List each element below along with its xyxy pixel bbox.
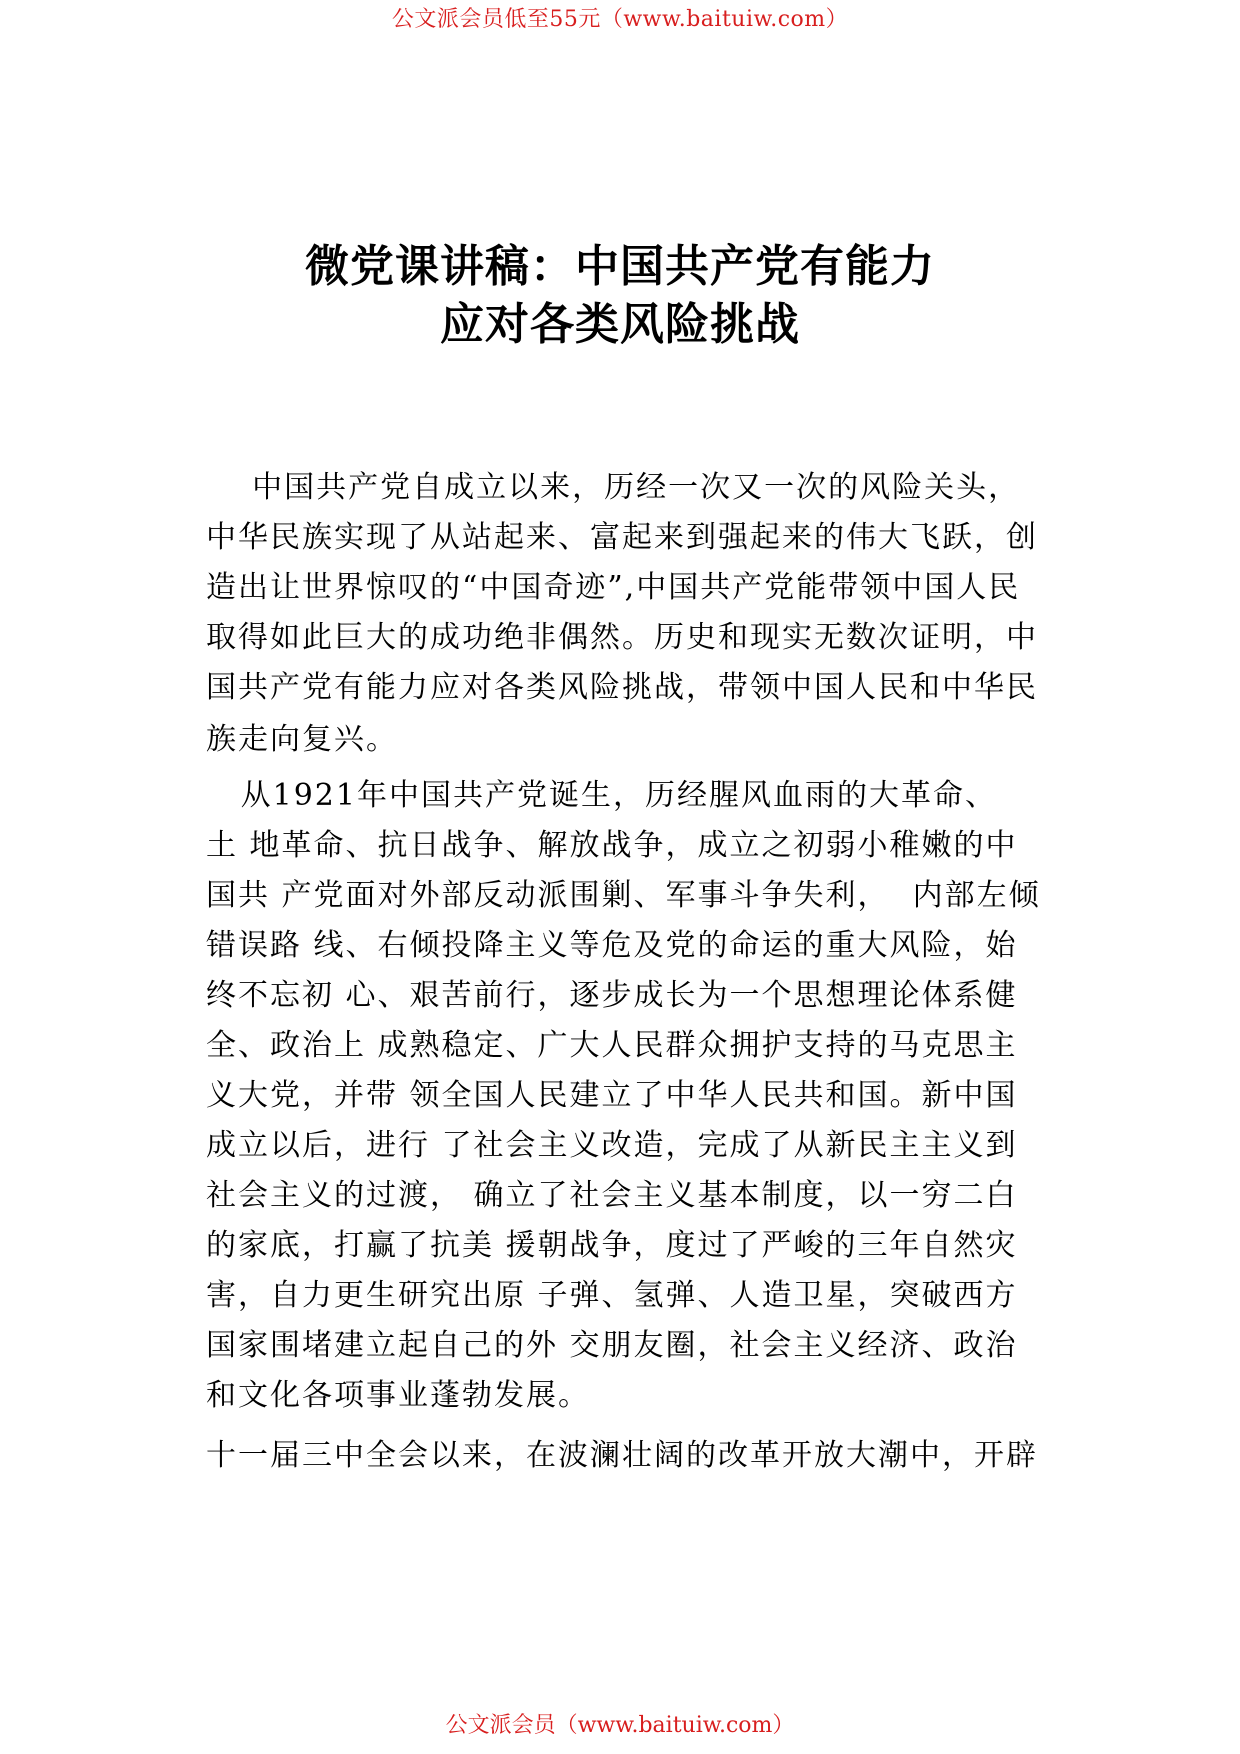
- body-line: 中华民族实现了从站起来、富起来到强起来的伟大飞跃，创: [206, 520, 1038, 555]
- body-line: 国家围堵建立起自己的外 交朋友圈，社会主义经济、政治: [206, 1328, 1018, 1363]
- body-line: 终不忘初 心、艰苦前行，逐步成长为一个思想理论体系健: [206, 978, 1018, 1013]
- body-line: 错误路 线、右倾投降主义等危及党的命运的重大风险，始: [206, 928, 1018, 963]
- body-line: 成立以后，进行 了社会主义改造，完成了从新民主主义到: [206, 1128, 1018, 1163]
- title-line-2: 应对各类风险挑战: [440, 299, 800, 350]
- body-line: 取得如此巨大的成功绝非偶然。历史和现实无数次证明，中: [206, 620, 1038, 655]
- body-line: 中国共产党自成立以来，历经一次又一次的风险关头，: [206, 470, 1021, 505]
- body-line: 害，自力更生研究出原 子弹、氢弹、人造卫星，突破西方: [206, 1278, 1018, 1313]
- body-line: 国共 产党面对外部反动派围剿、军事斗争失利， 内部左倾: [206, 878, 1041, 913]
- body-line: 义大党，并带 领全国人民建立了中华人民共和国。新中国: [206, 1078, 1018, 1113]
- body-line: 的家底，打赢了抗美 援朝战争，度过了严峻的三年自然灾: [206, 1228, 1018, 1263]
- title-line-1: 微党课讲稿：中国共产党有能力: [305, 241, 935, 292]
- header-banner: 公文派会员低至55元（www.baituiw.com）: [391, 7, 849, 32]
- body-line: 族走向复兴。: [206, 722, 398, 757]
- body-line: 从1921年中国共产党诞生，历经腥风血雨的大革命、: [206, 778, 997, 813]
- footer-banner: 公文派会员（www.baituiw.com）: [445, 1713, 795, 1738]
- body-line: 十一届三中全会以来，在波澜壮阔的改革开放大潮中，开辟: [206, 1438, 1038, 1473]
- body-line: 土 地革命、抗日战争、解放战争，成立之初弱小稚嫩的中: [206, 828, 1018, 863]
- body-line: 造出让世界惊叹的“中国奇迹”,中国共产党能带领中国人民: [206, 570, 1021, 605]
- body-line: 国共产党有能力应对各类风险挑战，带领中国人民和中华民: [206, 670, 1038, 705]
- body-line: 社会主义的过渡， 确立了社会主义基本制度，以一穷二白: [206, 1178, 1018, 1213]
- body-line: 全、政治上 成熟稳定、广大人民群众拥护支持的马克思主: [206, 1028, 1018, 1063]
- document-title: [0, 238, 1240, 354]
- body-line: 和文化各项事业蓬勃发展。: [206, 1378, 590, 1413]
